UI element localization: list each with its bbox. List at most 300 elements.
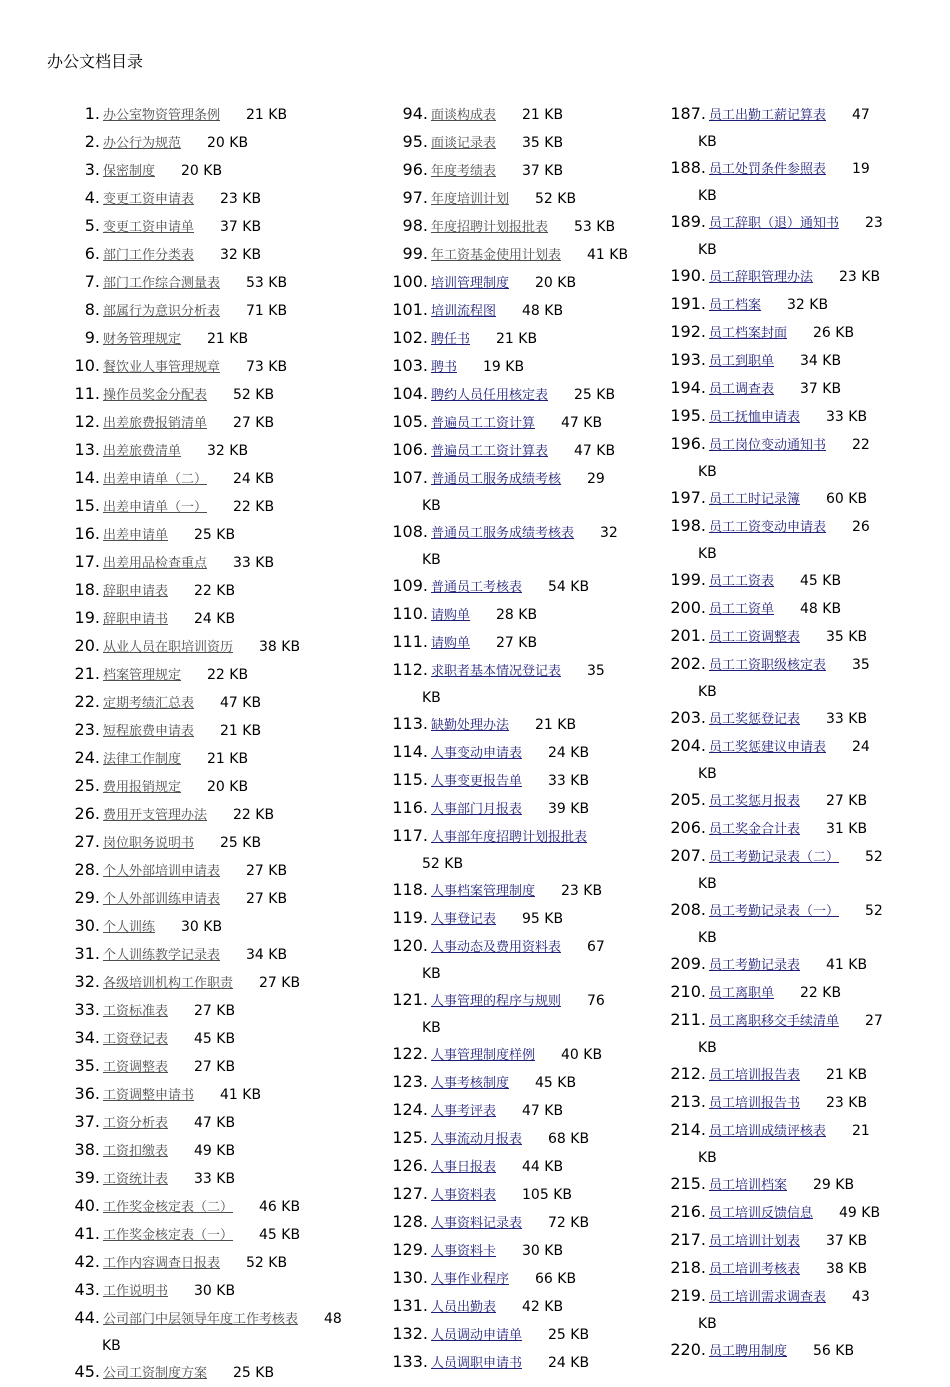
document-link[interactable]: 员工档案 [709, 298, 762, 313]
document-link[interactable]: 人员调职申请书 [431, 1356, 523, 1371]
document-link[interactable]: 员工调查表 [709, 382, 775, 397]
document-link[interactable]: 出差申请单（二） [103, 472, 208, 487]
item-number: 209. [670, 954, 706, 973]
document-link[interactable]: 普通员工服务成绩考核 [431, 472, 562, 487]
item-number: 6. [84, 244, 100, 263]
document-link[interactable]: 员工奖惩建议申请表 [709, 740, 827, 755]
item-number: 201. [670, 626, 706, 645]
list-item-row [388, 905, 650, 933]
document-link[interactable]: 员工培训计划表 [709, 1234, 801, 1249]
file-size: 32 [600, 525, 618, 541]
list-item-row [62, 1359, 372, 1387]
list-item-row [62, 885, 372, 913]
list-item [388, 1209, 650, 1237]
document-link[interactable]: 费用开支管理办法 [103, 808, 208, 823]
file-size-wrapped: KB [422, 690, 441, 706]
item-number: 45. [74, 1362, 100, 1381]
file-size: 21 KB [220, 723, 262, 739]
document-link[interactable]: 人事管理制度样例 [431, 1048, 536, 1063]
file-size: 22 [852, 437, 870, 453]
document-link[interactable]: 人事档案管理制度 [431, 884, 536, 899]
file-size: 105 KB [522, 1187, 572, 1203]
document-link[interactable]: 人事日报表 [431, 1160, 497, 1175]
list-item [62, 297, 372, 325]
file-size: 48 KB [800, 601, 842, 617]
item-number: 29. [74, 888, 100, 907]
file-size: 25 KB [574, 387, 616, 403]
document-link[interactable]: 员工辞职（退）通知书 [709, 216, 840, 231]
document-link[interactable]: 人事变动申请表 [431, 746, 523, 761]
list-item [388, 241, 650, 269]
list-item [62, 633, 372, 661]
file-size: 67 [587, 939, 605, 955]
document-link[interactable]: 工资分析表 [103, 1116, 169, 1131]
list-item-row [668, 263, 910, 291]
document-link[interactable]: 公司工资制度方案 [103, 1366, 208, 1381]
document-link[interactable]: 短程旅费申请表 [103, 724, 195, 739]
document-link[interactable]: 人事资料卡 [431, 1244, 497, 1259]
document-link[interactable]: 普通员工服务成绩考核表 [431, 526, 575, 541]
file-size: 45 KB [535, 1075, 577, 1091]
list-item [62, 241, 372, 269]
list-item [388, 101, 650, 129]
document-link[interactable]: 员工离职移交手续清单 [709, 1014, 840, 1029]
list-item-row [668, 101, 910, 129]
document-link[interactable]: 人事作业程序 [431, 1272, 510, 1287]
item-number: 114. [392, 742, 428, 761]
list-item [668, 733, 910, 787]
document-link[interactable]: 人事管理的程序与规则 [431, 994, 562, 1009]
document-link[interactable]: 年工资基金使用计划表 [431, 248, 562, 263]
list-item-row [62, 913, 372, 941]
list-item-row [668, 733, 910, 761]
list-item [668, 651, 910, 705]
file-size-wrapped: KB [698, 134, 717, 150]
list-item-row [668, 623, 910, 651]
document-link[interactable]: 出差旅费报销清单 [103, 416, 208, 431]
document-link[interactable]: 请购单 [431, 608, 471, 623]
document-link[interactable]: 员工抚恤申请表 [709, 410, 801, 425]
item-number: 211. [670, 1010, 706, 1029]
file-size: 41 KB [220, 1087, 262, 1103]
item-number: 131. [392, 1296, 428, 1315]
item-number: 38. [74, 1140, 100, 1159]
document-link[interactable]: 聘约人员任用核定表 [431, 388, 549, 403]
item-number: 199. [670, 570, 706, 589]
document-link[interactable]: 保密制度 [103, 164, 156, 179]
list-item-row [388, 213, 650, 241]
file-size: 30 KB [522, 1243, 564, 1259]
document-link[interactable]: 费用报销规定 [103, 780, 182, 795]
list-item [388, 437, 650, 465]
item-number: 202. [670, 654, 706, 673]
document-link[interactable]: 工资登记表 [103, 1032, 169, 1047]
list-item-row [668, 513, 910, 541]
document-link[interactable]: 普通员工考核表 [431, 580, 523, 595]
document-link[interactable]: 年度培训计划 [431, 192, 510, 207]
document-link[interactable]: 员工岗位变动通知书 [709, 438, 827, 453]
list-item [668, 155, 910, 209]
list-item [668, 1227, 910, 1255]
list-item-row [62, 577, 372, 605]
file-size: 52 [865, 903, 883, 919]
item-number: 8. [84, 300, 100, 319]
list-item-row [388, 157, 650, 185]
list-item [668, 209, 910, 263]
document-link[interactable]: 员工培训档案 [709, 1178, 788, 1193]
item-number: 187. [670, 104, 706, 123]
document-link[interactable]: 辞职申请书 [103, 612, 169, 627]
document-link[interactable]: 公司部门中层领导年度工作考核表 [103, 1312, 299, 1327]
file-size: 20 KB [207, 135, 249, 151]
list-item [62, 465, 372, 493]
item-number: 125. [392, 1128, 428, 1147]
file-size: 48 KB [522, 303, 564, 319]
item-number: 210. [670, 982, 706, 1001]
document-link[interactable]: 人事部年度招聘计划报批表 [431, 830, 588, 845]
file-size: 48 [324, 1311, 342, 1327]
list-item-row [388, 1293, 650, 1321]
document-link[interactable]: 出差申请单 [103, 528, 169, 543]
document-link[interactable]: 人事登记表 [431, 912, 497, 927]
list-item-row [62, 605, 372, 633]
document-link[interactable]: 员工奖金合计表 [709, 822, 801, 837]
list-item [668, 101, 910, 155]
document-link[interactable]: 人事部门月报表 [431, 802, 523, 817]
list-item-row [62, 717, 372, 745]
document-link[interactable]: 出差用品检查重点 [103, 556, 208, 571]
file-size: 27 KB [496, 635, 538, 651]
list-item [62, 941, 372, 969]
list-item [62, 101, 372, 129]
list-item-row [62, 1053, 372, 1081]
document-link[interactable]: 员工离职单 [709, 986, 775, 1001]
document-link[interactable]: 普遍员工工资计算表 [431, 444, 549, 459]
document-link[interactable]: 工作说明书 [103, 1284, 169, 1299]
document-link[interactable]: 从业人员在职培训资历 [103, 640, 234, 655]
document-link[interactable]: 人员出勤表 [431, 1300, 497, 1315]
document-link[interactable]: 人事变更报告单 [431, 774, 523, 789]
list-item [62, 1109, 372, 1137]
list-item [668, 623, 910, 651]
document-link[interactable]: 聘任书 [431, 332, 471, 347]
document-link[interactable]: 员工出勤工薪记算表 [709, 108, 827, 123]
document-link[interactable]: 员工培训反馈信息 [709, 1206, 814, 1221]
item-number: 14. [74, 468, 100, 487]
document-link[interactable]: 请购单 [431, 636, 471, 651]
document-link[interactable]: 员工培训考核表 [709, 1262, 801, 1277]
document-link[interactable]: 人事资料表 [431, 1188, 497, 1203]
list-item-row [388, 1265, 650, 1293]
list-item-row [668, 567, 910, 595]
list-item-row [62, 1277, 372, 1305]
list-item [388, 933, 650, 987]
file-size: 21 [852, 1123, 870, 1139]
document-link[interactable]: 员工考勤记录表 [709, 958, 801, 973]
file-size: 47 KB [220, 695, 262, 711]
file-size: 34 KB [246, 947, 288, 963]
list-item-row [388, 241, 650, 269]
file-size: 52 KB [246, 1255, 288, 1271]
document-link[interactable]: 变更工资申请表 [103, 192, 195, 207]
list-item-row [62, 269, 372, 297]
document-link[interactable]: 办公行为规范 [103, 136, 182, 151]
document-link[interactable]: 人员调动申请单 [431, 1328, 523, 1343]
list-item-row [388, 1069, 650, 1097]
item-number: 32. [74, 972, 100, 991]
file-size: 33 KB [548, 773, 590, 789]
document-link[interactable]: 办公室物资管理条例 [103, 108, 221, 123]
document-link[interactable]: 部门工作综合测量表 [103, 276, 221, 291]
document-link[interactable]: 员工培训成绩评核表 [709, 1124, 827, 1139]
document-link[interactable]: 员工培训报告书 [709, 1096, 801, 1111]
list-item [668, 815, 910, 843]
document-link[interactable]: 餐饮业人事管理规章 [103, 360, 221, 375]
list-item [62, 997, 372, 1025]
list-item-row [668, 1117, 910, 1145]
document-link[interactable]: 人事考评表 [431, 1104, 497, 1119]
document-link[interactable]: 员工培训报告表 [709, 1068, 801, 1083]
document-link[interactable]: 人事考核制度 [431, 1076, 510, 1091]
document-link[interactable]: 人事资料记录表 [431, 1216, 523, 1231]
list-item [388, 1153, 650, 1181]
document-link[interactable]: 操作员奖金分配表 [103, 388, 208, 403]
item-number: 117. [392, 826, 428, 845]
item-number: 23. [74, 720, 100, 739]
document-link[interactable]: 员工工资表 [709, 574, 775, 589]
document-link[interactable]: 工资标准表 [103, 1004, 169, 1019]
list-item [668, 595, 910, 623]
item-number: 5. [84, 216, 100, 235]
file-size: 27 KB [194, 1059, 236, 1075]
document-link[interactable]: 出差旅费清单 [103, 444, 182, 459]
document-link[interactable]: 年度招聘计划报批表 [431, 220, 549, 235]
document-link[interactable]: 员工考勤记录表（一） [709, 904, 840, 919]
item-number: 44. [74, 1308, 100, 1327]
list-item-row [62, 633, 372, 661]
document-link[interactable]: 工资调整表 [103, 1060, 169, 1075]
list-item-row [668, 485, 910, 513]
document-link[interactable]: 个人外部培训申请表 [103, 864, 221, 879]
file-size: 56 KB [813, 1343, 855, 1359]
document-link[interactable]: 部门工作分类表 [103, 248, 195, 263]
file-size: 22 KB [800, 985, 842, 1001]
list-item-row [62, 353, 372, 381]
file-size: 19 KB [483, 359, 525, 375]
document-link[interactable]: 工资调整申请书 [103, 1088, 195, 1103]
document-link[interactable]: 员工档案封面 [709, 326, 788, 341]
document-link[interactable]: 岗位职务说明书 [103, 836, 195, 851]
item-number: 190. [670, 266, 706, 285]
document-link[interactable]: 员工工资职级核定表 [709, 658, 827, 673]
list-item [668, 1007, 910, 1061]
document-link[interactable]: 员工聘用制度 [709, 1344, 788, 1359]
document-link[interactable]: 个人外部训练申请表 [103, 892, 221, 907]
document-link[interactable]: 员工到职单 [709, 354, 775, 369]
item-number: 195. [670, 406, 706, 425]
item-number: 129. [392, 1240, 428, 1259]
document-link[interactable]: 变更工资申请单 [103, 220, 195, 235]
document-link[interactable]: 缺勤处理办法 [431, 718, 510, 733]
document-link[interactable]: 档案管理规定 [103, 668, 182, 683]
item-number: 116. [392, 798, 428, 817]
document-link[interactable]: 员工考勤记录表（二） [709, 850, 840, 865]
list-item-row [62, 1137, 372, 1165]
item-number: 11. [74, 384, 100, 403]
list-item-row [62, 1109, 372, 1137]
document-link[interactable]: 聘书 [431, 360, 458, 375]
list-item-row [388, 465, 650, 493]
item-number: 208. [670, 900, 706, 919]
list-item-row [388, 409, 650, 437]
item-number: 34. [74, 1028, 100, 1047]
document-link[interactable]: 个人训练 [103, 920, 156, 935]
item-number: 101. [392, 300, 428, 319]
file-size: 52 KB [233, 387, 275, 403]
document-link[interactable]: 员工培训需求调查表 [709, 1290, 827, 1305]
file-size: 30 KB [181, 919, 223, 935]
item-number: 24. [74, 748, 100, 767]
file-size: 23 KB [220, 191, 262, 207]
document-link[interactable]: 员工工时记录簿 [709, 492, 801, 507]
document-link[interactable]: 员工奖惩月报表 [709, 794, 801, 809]
file-size: 22 KB [233, 807, 275, 823]
document-link[interactable]: 个人训练教学记录表 [103, 948, 221, 963]
list-item [62, 969, 372, 997]
list-item-row [668, 787, 910, 815]
document-link[interactable]: 工资扣缴表 [103, 1144, 169, 1159]
item-number: 215. [670, 1174, 706, 1193]
file-size: 19 [852, 161, 870, 177]
item-number: 108. [392, 522, 428, 541]
document-link[interactable]: 普遍员工工资计算 [431, 416, 536, 431]
document-link[interactable]: 工作奖金核定表（二） [103, 1200, 234, 1215]
document-link[interactable]: 出差申请单（一） [103, 500, 208, 515]
file-size: 21 KB [522, 107, 564, 123]
list-item-row [668, 979, 910, 1007]
list-item-row [388, 297, 650, 325]
list-item-row [62, 325, 372, 353]
file-size: 24 KB [548, 1355, 590, 1371]
document-link[interactable]: 员工处罚条件参照表 [709, 162, 827, 177]
list-item [388, 157, 650, 185]
file-size: 66 KB [535, 1271, 577, 1287]
file-size: 20 KB [207, 779, 249, 795]
item-number: 123. [392, 1072, 428, 1091]
document-link[interactable]: 人事流动月报表 [431, 1132, 523, 1147]
list-item [388, 877, 650, 905]
document-link[interactable]: 员工奖惩登记表 [709, 712, 801, 727]
document-link[interactable]: 法律工作制度 [103, 752, 182, 767]
list-item [388, 987, 650, 1041]
item-number: 13. [74, 440, 100, 459]
item-number: 203. [670, 708, 706, 727]
document-link[interactable]: 员工工资调整表 [709, 630, 801, 645]
file-size: 45 KB [194, 1031, 236, 1047]
item-number: 200. [670, 598, 706, 617]
file-size: 44 KB [522, 1159, 564, 1175]
item-number: 19. [74, 608, 100, 627]
list-item [62, 1053, 372, 1081]
item-number: 41. [74, 1224, 100, 1243]
document-link[interactable]: 面谈构成表 [431, 108, 497, 123]
file-size: 20 KB [535, 275, 577, 291]
file-size: 40 KB [561, 1047, 603, 1063]
item-number: 3. [84, 160, 100, 179]
document-link[interactable]: 部属行为意识分析表 [103, 304, 221, 319]
list-item [388, 1069, 650, 1097]
list-item-row [62, 1305, 372, 1333]
item-number: 115. [392, 770, 428, 789]
list-item-row [388, 101, 650, 129]
list-item [62, 157, 372, 185]
item-number: 21. [74, 664, 100, 683]
item-number: 33. [74, 1000, 100, 1019]
list-item [62, 185, 372, 213]
item-number: 188. [670, 158, 706, 177]
document-link[interactable]: 辞职申请表 [103, 584, 169, 599]
list-item-row [668, 897, 910, 925]
document-link[interactable]: 培训流程图 [431, 304, 497, 319]
list-item [388, 381, 650, 409]
item-number: 112. [392, 660, 428, 679]
list-item-row [62, 829, 372, 857]
file-size-wrapped: KB [698, 464, 717, 480]
document-link[interactable]: 人事动态及费用资料表 [431, 940, 562, 955]
file-size: 33 KB [233, 555, 275, 571]
document-link[interactable]: 工作内容调查日报表 [103, 1256, 221, 1271]
document-link[interactable]: 定期考绩汇总表 [103, 696, 195, 711]
document-link[interactable]: 员工工资单 [709, 602, 775, 617]
file-size: 23 KB [839, 269, 881, 285]
list-item-row [388, 437, 650, 465]
list-item-row [388, 325, 650, 353]
list-item [62, 213, 372, 241]
file-size: 45 KB [259, 1227, 301, 1243]
list-item [668, 1255, 910, 1283]
document-link[interactable]: 面谈记录表 [431, 136, 497, 151]
list-item [62, 801, 372, 829]
document-link[interactable]: 员工辞职管理办法 [709, 270, 814, 285]
list-item [388, 519, 650, 573]
document-link[interactable]: 各级培训机构工作职责 [103, 976, 234, 991]
item-number: 15. [74, 496, 100, 515]
item-number: 212. [670, 1064, 706, 1083]
document-link[interactable]: 培训管理制度 [431, 276, 510, 291]
list-item [668, 1117, 910, 1171]
document-link[interactable]: 工作奖金核定表（一） [103, 1228, 234, 1243]
item-number: 97. [402, 188, 428, 207]
file-size: 21 KB [826, 1067, 868, 1083]
list-item [62, 1359, 372, 1387]
list-item-row [388, 1041, 650, 1069]
list-item [668, 1199, 910, 1227]
item-number: 16. [74, 524, 100, 543]
item-number: 198. [670, 516, 706, 535]
document-link[interactable]: 求职者基本情况登记表 [431, 664, 562, 679]
list-item-row [668, 705, 910, 733]
document-link[interactable]: 员工工资变动申请表 [709, 520, 827, 535]
list-item-row [62, 297, 372, 325]
document-link[interactable]: 工资统计表 [103, 1172, 169, 1187]
document-link[interactable]: 财务管理规定 [103, 332, 182, 347]
list-item [62, 689, 372, 717]
list-item [668, 567, 910, 595]
document-link[interactable]: 年度考绩表 [431, 164, 497, 179]
file-size: 42 KB [522, 1299, 564, 1315]
list-item-row [62, 521, 372, 549]
list-item [62, 745, 372, 773]
